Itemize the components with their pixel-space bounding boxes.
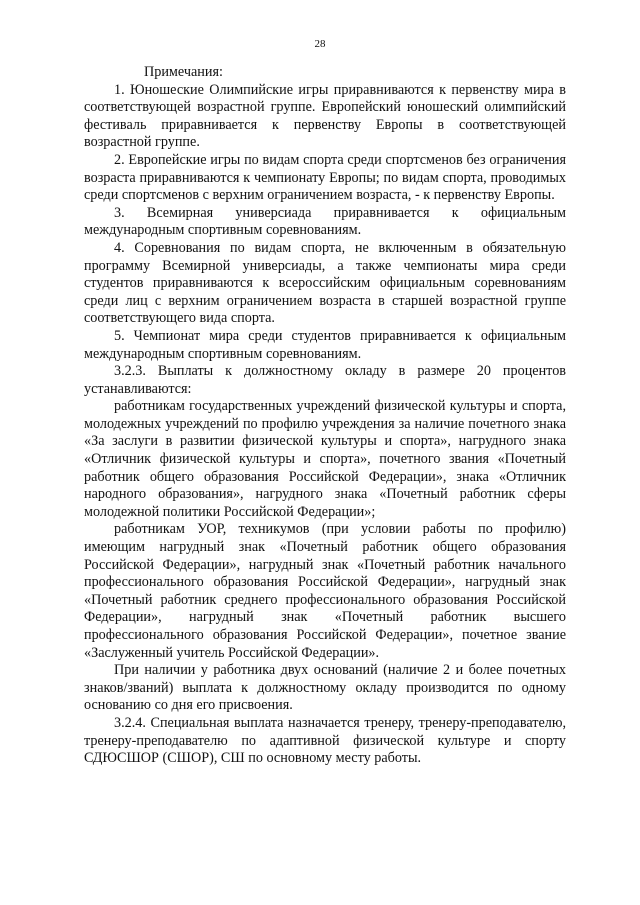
page-number: 28 [314, 38, 326, 50]
notes-heading: Примечания: [144, 64, 223, 80]
two-grounds-paragraph: При наличии у работника двух оснований (наличие 2 и более почетных знаков/званий) выплата к должностному окладу производится по одному основанию со дня его присвоения. [84, 662, 566, 714]
note-3-paragraph: 3. Всемирная универсиада приравнивается к официальным международным спортивным соревнованиям. [84, 204, 566, 239]
clause-3-2-3-paragraph: 3.2.3. Выплаты к должностному окладу в размере 20 процентов устанавливаются: [84, 363, 566, 397]
note-2-paragraph: 2. Европейские игры по видам спорта среди спортсменов без ограничения возраста приравниваются к чемпионату Европы; по видам спорта, проводимых среди спортсменов с верхним ограничением возраста, - к первенству Европы. [84, 151, 566, 204]
document-body [84, 64, 566, 768]
note-5-paragraph: 5. Чемпионат мира среди студентов приравнивается к официальным международным спортивным соревнованиям. [84, 327, 566, 362]
sports-institutions-paragraph: работникам государственных учреждений физической культуры и спорта, молодежных учреждений по профилю учреждения за наличие почетного знака «За заслуги в развитии физической культуры и спорта», нагрудного знака «Отличник физической культуры и спорта», почетного звания «Почетный работник общего образования Российской Федерации», знака «Отличник народного образования», нагрудного знака «Почетный работник сферы молодежной политики Российской Федерации»; [84, 398, 566, 520]
clause-3-2-4-paragraph: 3.2.4. Специальная выплата назначается тренеру, тренеру-преподавателю, тренеру-преподавателю по адаптивной физической культуре и спорту СДЮСШОР (СШОР), СШ по основному месту работы. [84, 714, 566, 767]
note-1-paragraph: 1. Юношеские Олимпийские игры приравниваются к первенству мира в соответствующей возрастной группе. Европейский юношеский олимпийский фестиваль приравнивается к первенству Европы в соответствующей возрастной группе. [84, 81, 566, 151]
uor-technical-schools-paragraph: работникам УОР, техникумов (при условии работы по профилю) имеющим нагрудный знак «Почетный работник общего образования Российской Федерации», нагрудный знак «Почетный работник начального профессионального образования Российской Федерации», нагрудный знак «Почетный работник среднего профессионального образования Российской Федерации», нагрудный знак «Почетный работник высшего профессионального образования Российской Федерации», почетное звание «Заслуженный учитель Российской Федерации». [84, 521, 566, 661]
note-4-paragraph: 4. Соревнования по видам спорта, не включенным в обязательную программу Всемирной универсиады, а также чемпионаты мира среди студентов приравниваются к всероссийским официальным соревнованиям среди лиц с верхним ограничением возраста в старшей возрастной группе соответствующего вида спорта. [84, 239, 566, 327]
